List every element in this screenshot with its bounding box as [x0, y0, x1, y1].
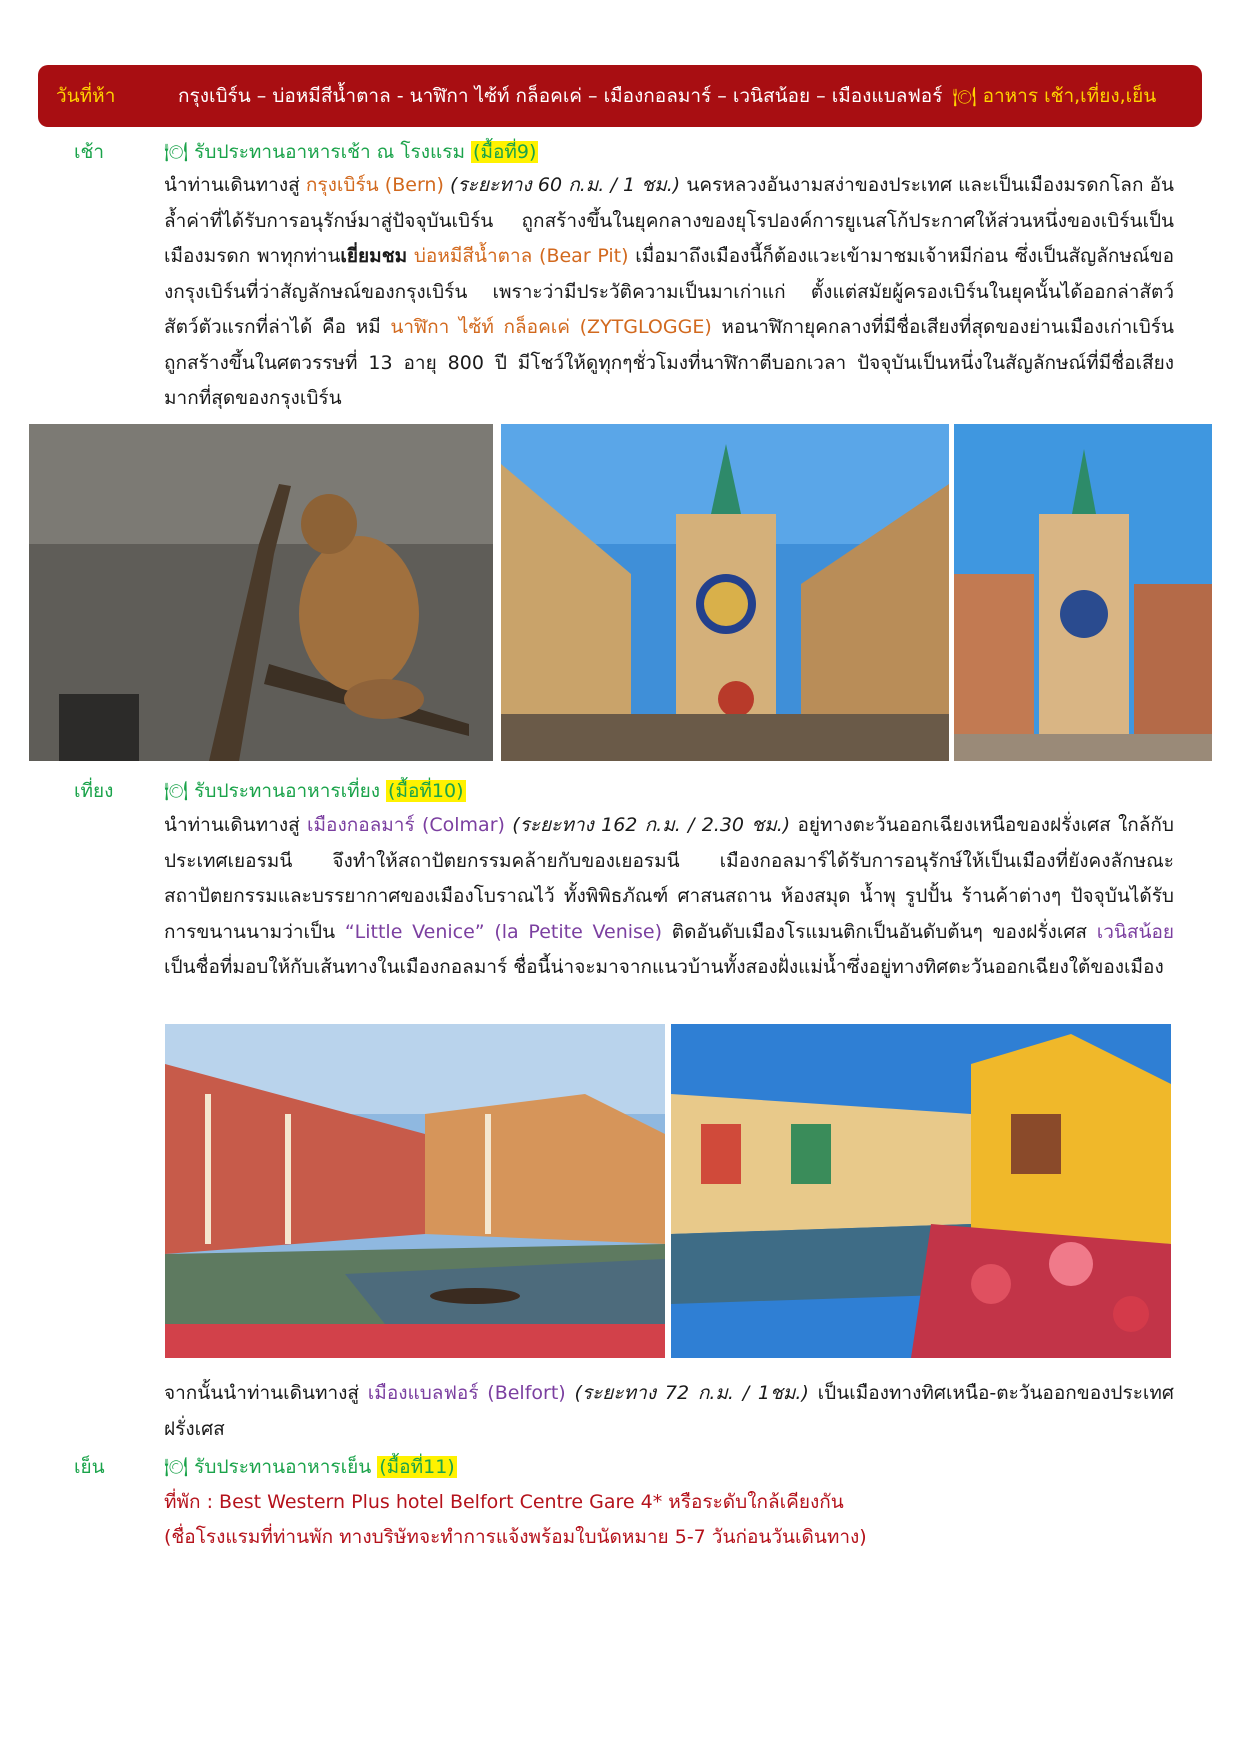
bern-link-text: กรุงเบิร์น (Bern) — [305, 174, 444, 196]
day-title: วันที่ห้า — [56, 85, 116, 107]
route-title: กรุงเบิร์น – บ่อหมีสีน้ำตาล - นาฬิกา ไซ้ท์ กล็อคเค่ – เมืองกอลมาร์ – เวนิสน้อย – เมืองแบลฟอร์ — [178, 85, 943, 107]
day-banner — [38, 65, 1202, 127]
meals-included: อาหาร เช้า,เที่ยง,เย็น — [982, 85, 1157, 107]
colmar-canal-photo-2 — [671, 1024, 1171, 1358]
hotel-note: (ชื่อโรงแรมที่ท่านพัก ทางบริษัทจะทำการแจ้งพร้อมใบนัดหมาย 5-7 วันก่อนวันเดินทาง) — [164, 1526, 867, 1548]
colmar-description: นำท่านเดินทางสู่ เมืองกอลมาร์ (Colmar) (ระยะทาง 162 ก.ม. / 2.30 ชม.) อยู่ทางตะวันออกเฉียงเหนือของฝรั่งเศส ใกล้กับประเทศเยอรมนี จึงทำให้สถาปัตยกรรมคล้ายกับของเยอรมนี เมืองกอลมาร์ได้รับการอนุรักษ์ให้เป็นเมืองที่ยังคงลักษณะสถาปัตยกรรมและบรรยากาศของเมืองโบราณไว้ ทั้งพิพิธภัณฑ์ ศาสนสถาน ห้องสมุด น้ำพุ รูปปั้น ร้านค้าต่างๆ ปัจจุบันได้รับการขนานนามว่าเป็น “Little Venice” (la Petite Venise) ติดอันดับเมืองโรแมนติกเป็นอันดับต้นๆ ของฝรั่งเศส เวนิสน้อย เป็นชื่อที่มอบให้กับเส้นทางในเมืองกอลมาร์ ชื่อนี้น่าจะมาจากแนวบ้านทั้งสองฝั่งแม่น้ำซึ่งอยู่ทางทิศตะวันออกเฉียงใต้ของเมือง — [164, 814, 1174, 978]
label-morning: เช้า — [74, 141, 105, 163]
bear-pit-text: บ่อหมีสีน้ำตาล (Bear Pit) — [407, 245, 629, 267]
meal-icon: 🍽 — [164, 141, 189, 163]
belfort-description: จากนั้นนำท่านเดินทางสู่ เมืองแบลฟอร์ (Belfort) (ระยะทาง 72 ก.ม. / 1ชม.) เป็นเมืองทางทิศเหนือ-ตะวันออกของประเทศฝรั่งเศส — [164, 1382, 1174, 1440]
meal-icon: 🍽 — [164, 1456, 189, 1478]
zytglogge-text: นาฬิกา ไซ้ท์ กล็อคเค่ (ZYTGLOGGE) — [390, 316, 712, 338]
breakfast-line — [164, 137, 538, 167]
bern-description: นำท่านเดินทางสู่ กรุงเบิร์น (Bern) (ระยะทาง 60 ก.ม. / 1 ชม.) นครหลวงอันงามสง่าของประเทศ และเป็นเมืองมรดกโลก อันล้ำค่าที่ได้รับการอนุรักษ์มาสู่ปัจจุบันเบิร์น ถูกสร้างขึ้นในยุคกลางของยุโรปองค์การยูเนสโก้ประกาศให้ส่วนหนึ่งของเบิร์นเป็นเมืองมรดก พาทุกท่านเยี่ยมชม บ่อหมีสีน้ำตาล (Bear Pit) เมื่อมาถึงเมืองนี้ก็ต้องแวะเข้ามาชมเจ้าหมีก่อน ซึ่งเป็นสัญลักษณ์ของกรุงเบิร์นที่ว่าสัญลักษณ์ของกรุงเบิร์น เพราะว่ามีประวัติความเป็นมาเก่าแก่ ตั้งแต่สมัยผู้ครองเบิร์นในยุคนั้นได้ออกล่าสัตว์ สัตว์ตัวแรกที่ล่าได้ คือ หมี นาฬิกา ไซ้ท์ กล็อคเค่ (ZYTGLOGGE) หอนาฬิกายุคกลางที่มีชื่อเสียงที่สุดของย่านเมืองเก่าเบิร์น ถูกสร้างขึ้นในศตวรรษที่ 13 อายุ 800 ปี มีโชว์ให้ดูทุกๆชั่วโมงที่นาฬิกาตีบอกเวลา ปัจจุบันเป็นหนึ่งในสัญลักษณ์ที่มีชื่อเสียงมากที่สุดของกรุงเบิร์น — [164, 174, 1175, 409]
little-venice-text: “Little Venice” (la Petite Venise) — [344, 920, 663, 943]
meal-number-badge: (มื้อที่9) — [473, 141, 537, 163]
zytglogge-photo-1 — [501, 424, 949, 761]
dinner-line — [164, 1452, 457, 1482]
breakfast-text: รับประทานอาหารเช้า ณ โรงแรม — [194, 141, 465, 163]
lunch-text: รับประทานอาหารเที่ยง — [194, 780, 380, 802]
venice-th-text: เวนิสน้อย — [1096, 920, 1174, 943]
meal-icon: 🍽 — [164, 780, 189, 802]
lunch-line — [164, 776, 466, 806]
hotel-line: ที่พัก : Best Western Plus hotel Belfort Centre Gare 4* หรือระดับใกล้เคียงกัน — [164, 1491, 844, 1513]
label-evening: เย็น — [74, 1456, 105, 1478]
colmar-canal-photo-1 — [165, 1024, 665, 1358]
meal-number-badge: (มื้อที่11) — [379, 1456, 455, 1478]
meal-icon: 🍽 — [952, 85, 977, 108]
colmar-text: เมืองกอลมาร์ (Colmar) — [307, 814, 505, 836]
zytglogge-photo-2 — [954, 424, 1212, 761]
label-noon: เที่ยง — [74, 780, 114, 802]
dinner-text: รับประทานอาหารเย็น — [194, 1456, 372, 1478]
bear-photo — [29, 424, 493, 761]
meal-number-badge: (มื้อที่10) — [388, 780, 464, 802]
belfort-text: เมืองแบลฟอร์ (Belfort) — [367, 1382, 566, 1404]
